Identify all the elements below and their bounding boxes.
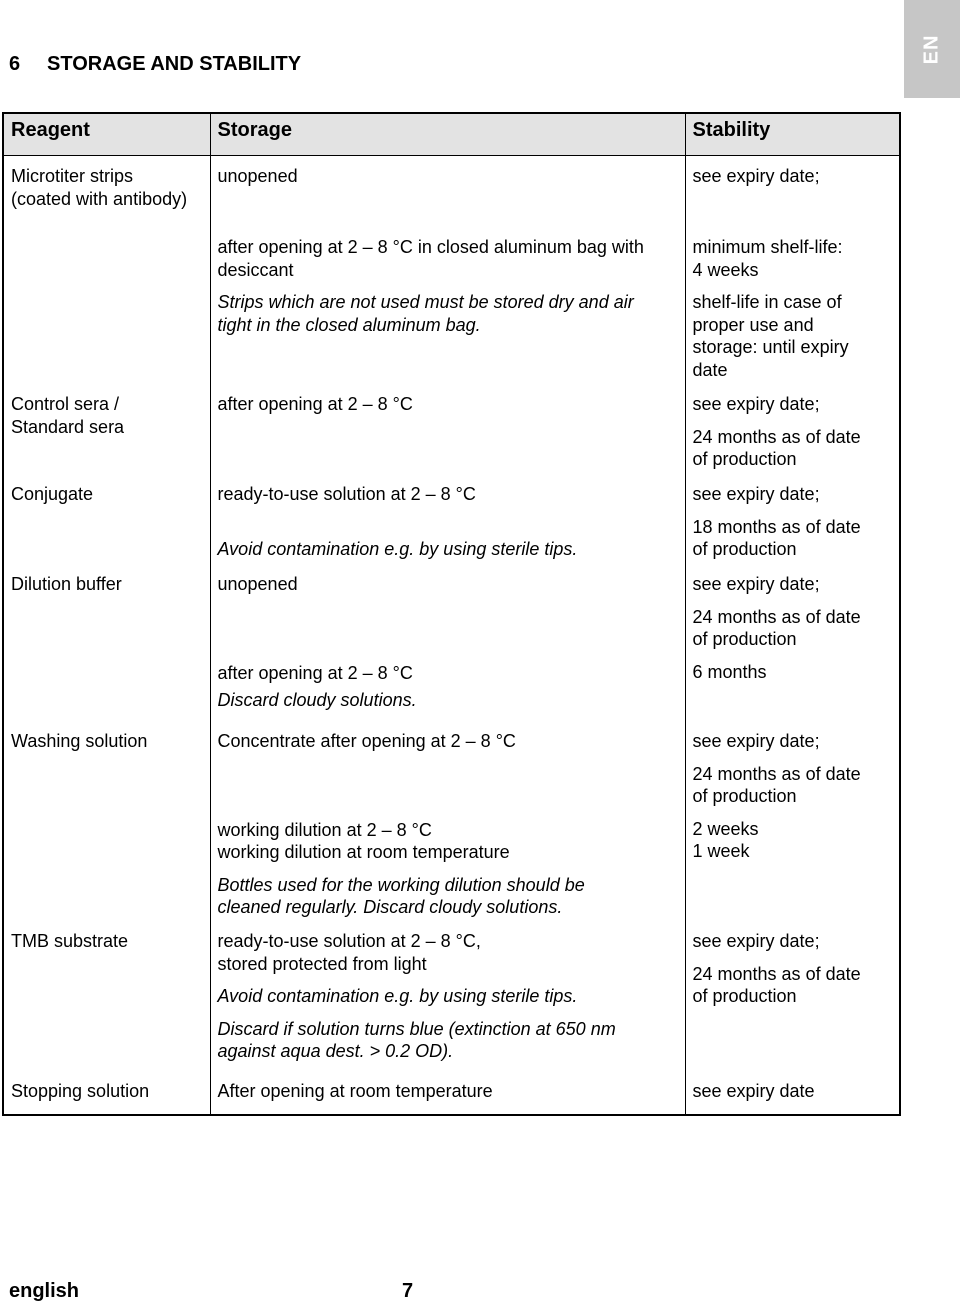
reagent-cell: Dilution buffer [3, 573, 210, 730]
storage-note: Strips which are not used must be stored dry and air tight in the closed aluminum bag. [210, 291, 685, 393]
storage-cell: ready-to-use solution at 2 – 8 °C Avoid contamination e.g. by using sterile tips. [210, 483, 685, 573]
table-row [3, 156, 900, 237]
storage-cell: unopened [210, 156, 685, 237]
reagent-name: Microtiter strips [11, 166, 134, 186]
footer-language: english [9, 1280, 80, 1302]
header-storage: Storage [210, 113, 685, 156]
stability-cell: shelf-life in case of proper use and storage: until expiry date [685, 291, 900, 393]
reagent-cell: Control sera / Standard sera [3, 393, 210, 483]
section-title [9, 53, 301, 76]
stability-cell: see expiry date; 24 months as of date of production [685, 393, 900, 483]
stability-cell: see expiry date; 24 months as of date of production 2 weeks 1 week [685, 730, 900, 930]
language-tab [904, 0, 960, 98]
table-row [3, 1080, 900, 1115]
header-stability: Stability [685, 113, 900, 156]
storage-cell: after opening at 2 – 8 °C [210, 393, 685, 483]
reagent-name-detail: (coated with antibody) [11, 188, 188, 209]
storage-cell: ready-to-use solution at 2 – 8 °C, stored protected from light Avoid contamination e.g. by using sterile tips. Discard if solution turns blue (extinction at 650 nm against aqua dest. > 0.2 OD). [210, 930, 685, 1080]
section-number: 6 [9, 53, 21, 75]
storage-cell: after opening at 2 – 8 °C in closed aluminum bag with desiccant [210, 236, 685, 291]
storage-cell: unopened after opening at 2 – 8 °C Discard cloudy solutions. [210, 573, 685, 730]
reagent-cell: TMB substrate [3, 930, 210, 1080]
table-row [3, 393, 900, 483]
stability-cell: see expiry date [685, 1080, 900, 1115]
table-header-row [3, 113, 900, 156]
page-number: 7 [402, 1280, 414, 1302]
reagent-cell: Stopping solution [3, 1080, 210, 1115]
stability-cell: see expiry date; 24 months as of date of production 6 months [685, 573, 900, 730]
stability-cell: minimum shelf-life: 4 weeks [685, 236, 900, 291]
table-row [3, 483, 900, 573]
reagent-cell [3, 156, 210, 394]
storage-cell: After opening at room temperature [210, 1080, 685, 1115]
reagent-cell: Conjugate [3, 483, 210, 573]
language-tab-label: EN [920, 34, 943, 64]
table-row [3, 573, 900, 730]
storage-stability-table [2, 112, 901, 1116]
header-reagent: Reagent [3, 113, 210, 156]
section-title-text: STORAGE AND STABILITY [47, 53, 302, 75]
stability-cell: see expiry date; 24 months as of date of production [685, 930, 900, 1080]
table-row [3, 730, 900, 930]
stability-cell: see expiry date; 18 months as of date of production [685, 483, 900, 573]
storage-cell: Concentrate after opening at 2 – 8 °C working dilution at 2 – 8 °C working dilution at room temperature Bottles used for the working dilution should be cleaned regularly. Discard cloudy solutions. [210, 730, 685, 930]
table-row [3, 930, 900, 1080]
stability-cell: see expiry date; [685, 156, 900, 237]
reagent-cell: Washing solution [3, 730, 210, 930]
